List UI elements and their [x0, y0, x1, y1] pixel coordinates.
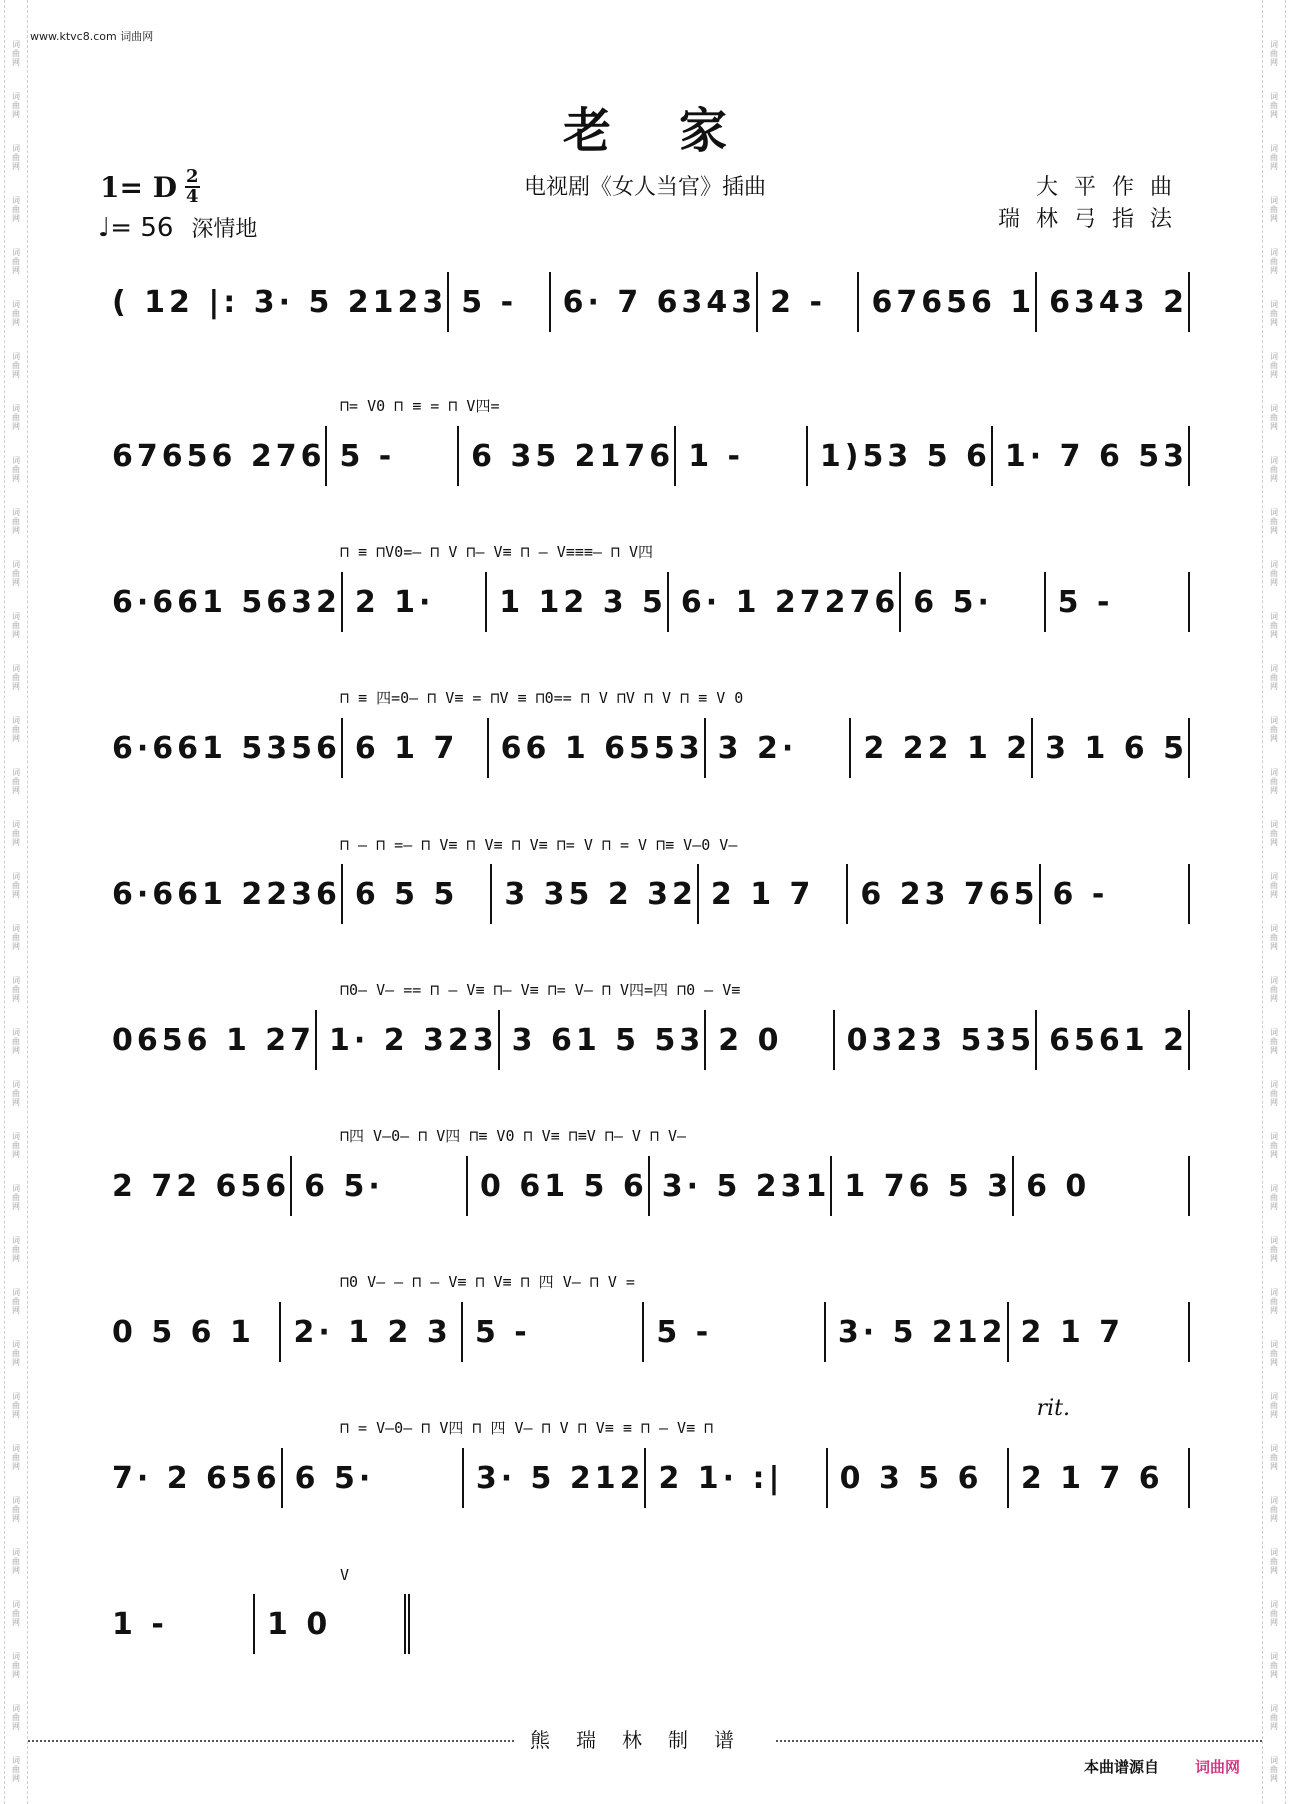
bowing-marks: ⊓ = V—0— ⊓ V四 ⊓ 四 V— ⊓ V ⊓ V≡ ≡ ⊓ — V≡ ⊓: [340, 1419, 714, 1437]
side-watermark: 词 曲 网: [12, 1548, 20, 1575]
side-watermark: 词 曲 网: [1270, 1132, 1278, 1159]
side-watermark: 词 曲 网: [12, 768, 20, 795]
key-label: 1= D: [100, 170, 177, 204]
source-note: [1084, 1756, 1240, 1777]
arranger-credit: [0, 1724, 1290, 1753]
side-watermark: 词 曲 网: [1270, 716, 1278, 743]
side-watermark: 词 曲 网: [12, 1704, 20, 1731]
side-watermark: 词 曲 网: [12, 404, 20, 431]
side-watermark: 词 曲 网: [1270, 1184, 1278, 1211]
score-row: [100, 672, 1190, 818]
staff-line: [100, 272, 1190, 332]
measure: 1· 2 323: [317, 1010, 500, 1070]
tempo-value: ♩= 56: [98, 212, 174, 243]
side-watermark: 词 曲 网: [12, 612, 20, 639]
measure: 2 0: [706, 1010, 834, 1070]
composer-credit: 大平作曲: [1035, 175, 1188, 200]
side-watermark: 词 曲 网: [1270, 1340, 1278, 1367]
score-row: [100, 1548, 1190, 1694]
measure: 0323 535: [835, 1010, 1038, 1070]
measure: ( 12 |: 3· 5 2123: [100, 272, 449, 332]
measure: 7· 2 656: [100, 1448, 283, 1508]
measure: 0 5 6 1: [100, 1302, 281, 1362]
side-watermark: 词 曲 网: [12, 1444, 20, 1471]
measure: 2· 1 2 3: [281, 1302, 462, 1362]
side-watermark: 词 曲 网: [12, 1288, 20, 1315]
measure: 6 5·: [901, 572, 1045, 632]
bowing-marks: ⊓= V0 ⊓ ≡ = ⊓ V四=: [340, 397, 500, 415]
right-watermark-strip: [1262, 0, 1286, 1804]
measure: 3 1 6 5: [1033, 718, 1190, 778]
staff-line: [100, 1594, 1190, 1654]
measure: 2 1·: [343, 572, 487, 632]
measure: 67656 1: [859, 272, 1037, 332]
side-watermark: 词 曲 网: [12, 144, 20, 171]
side-watermark: 词 曲 网: [12, 1496, 20, 1523]
measure: 3 35 2 32: [492, 864, 699, 924]
measure: 6·661 5632: [100, 572, 343, 632]
side-watermark: 词 曲 网: [12, 1132, 20, 1159]
side-watermark: 词 曲 网: [12, 196, 20, 223]
side-watermark: 词 曲 网: [12, 1652, 20, 1679]
measure: 6343 2: [1037, 272, 1190, 332]
side-watermark: 词 曲 网: [1270, 1756, 1278, 1783]
measure: 6·661 2236: [100, 864, 343, 924]
bowing-marks: ⊓ ≡ 四=0— ⊓ V≡ = ⊓V ≡ ⊓0== ⊓ V ⊓V ⊓ V ⊓ ≡ V 0: [340, 689, 744, 707]
measure: 66 1 6553: [489, 718, 706, 778]
measure: 2 -: [758, 272, 859, 332]
measure: 1 -: [100, 1594, 255, 1654]
side-watermark: 词 曲 网: [1270, 1704, 1278, 1731]
measure: 6 23 765: [848, 864, 1040, 924]
staff-line: [100, 1010, 1190, 1070]
side-watermark: 词 曲 网: [1270, 144, 1278, 171]
staff-line: [100, 718, 1190, 778]
side-watermark: 词 曲 网: [12, 248, 20, 275]
measure: 1 12 3 5: [487, 572, 669, 632]
side-watermark: 词 曲 网: [1270, 820, 1278, 847]
measure: 5 -: [449, 272, 550, 332]
side-watermark: 词 曲 网: [1270, 1444, 1278, 1471]
side-watermark: 词 曲 网: [12, 820, 20, 847]
side-watermark: 词 曲 网: [1270, 560, 1278, 587]
measure: 3· 5 212: [826, 1302, 1009, 1362]
side-watermark: 词 曲 网: [12, 560, 20, 587]
measure: 2 1 7: [1009, 1302, 1190, 1362]
measure: 6·661 5356: [100, 718, 343, 778]
side-watermark: 词 曲 网: [1270, 1392, 1278, 1419]
side-watermark: 词 曲 网: [12, 1028, 20, 1055]
left-watermark-strip: [4, 0, 28, 1804]
measure: 1 0: [255, 1594, 410, 1654]
side-watermark: 词 曲 网: [12, 976, 20, 1003]
measure: 2 1 7 6: [1009, 1448, 1190, 1508]
measure: 5 -: [644, 1302, 825, 1362]
side-watermark: 词 曲 网: [1270, 508, 1278, 535]
source-label: 本曲谱源自: [1083, 1758, 1159, 1776]
measure: 5 -: [1046, 572, 1190, 632]
measure: 6 0: [1014, 1156, 1190, 1216]
side-watermark: 词 曲 网: [1270, 300, 1278, 327]
bowing-marks: ⊓0 V— — ⊓ — V≡ ⊓ V≡ ⊓ 四 V— ⊓ V =: [340, 1273, 635, 1291]
score-row: [100, 1110, 1190, 1256]
score-row: [100, 526, 1190, 672]
song-title: 老家: [562, 103, 795, 159]
side-watermark: 词 曲 网: [12, 40, 20, 67]
side-watermark: 词 曲 网: [1270, 248, 1278, 275]
measure: 3 61 5 53: [500, 1010, 707, 1070]
measure: 6 5·: [283, 1448, 464, 1508]
score-row: [100, 818, 1190, 964]
measure: 0656 1 27: [100, 1010, 317, 1070]
measure: 6 35 2176: [459, 426, 676, 486]
side-watermark: 词 曲 网: [1270, 456, 1278, 483]
tempo-marking: [98, 212, 257, 243]
measure: 1 -: [676, 426, 808, 486]
measure: 2 1 7: [699, 864, 848, 924]
bowing-marks: ⊓四 V—0— ⊓ V四 ⊓≡ V0 ⊓ V≡ ⊓≡V ⊓— V ⊓ V—: [340, 1127, 687, 1145]
side-watermark: 词 曲 网: [1270, 1496, 1278, 1523]
side-watermark: 词 曲 网: [12, 1340, 20, 1367]
ritardando-marking: rit.: [1036, 1396, 1070, 1421]
side-watermark: 词 曲 网: [1270, 92, 1278, 119]
bowing-marks: V: [340, 1566, 350, 1584]
bowing-marks: ⊓ ≡ ⊓V0=— ⊓ V ⊓— V≡ ⊓ — V≡≡≡— ⊓ V四: [340, 543, 654, 561]
time-bottom: 4: [185, 186, 199, 207]
side-watermark: 词 曲 网: [12, 924, 20, 951]
measure: 1 76 5 3: [832, 1156, 1014, 1216]
side-watermark: 词 曲 网: [12, 716, 20, 743]
side-watermark: 词 曲 网: [1270, 1080, 1278, 1107]
side-watermark: 词 曲 网: [12, 352, 20, 379]
side-watermark: 词 曲 网: [12, 508, 20, 535]
measure: 3 2·: [706, 718, 852, 778]
arranger-text: 熊瑞林制谱: [514, 1728, 776, 1752]
measure: 6 5·: [292, 1156, 468, 1216]
measure: 0 3 5 6: [828, 1448, 1009, 1508]
side-watermark: 词 曲 网: [12, 872, 20, 899]
side-watermark: 词 曲 网: [1270, 1652, 1278, 1679]
side-watermark: 词 曲 网: [1270, 1028, 1278, 1055]
side-watermark: 词 曲 网: [12, 1236, 20, 1263]
side-watermark: 词 曲 网: [1270, 612, 1278, 639]
side-watermark: 词 曲 网: [1270, 1288, 1278, 1315]
score-row: [100, 1396, 1190, 1548]
staff-line: [100, 426, 1190, 486]
side-watermark: 词 曲 网: [12, 300, 20, 327]
side-watermark: 词 曲 网: [12, 1392, 20, 1419]
side-watermark: 词 曲 网: [12, 1600, 20, 1627]
score-row: [100, 380, 1190, 526]
side-watermark: 词 曲 网: [1270, 352, 1278, 379]
measure: 6 5 5: [343, 864, 492, 924]
score-body: [100, 260, 1190, 1694]
measure: 5 -: [463, 1302, 644, 1362]
side-watermark: 词 曲 网: [1270, 664, 1278, 691]
site-url: www.ktvc8.com 词曲网: [30, 30, 154, 43]
side-watermark: 词 曲 网: [12, 456, 20, 483]
measure: 6· 7 6343: [551, 272, 759, 332]
staff-line: [100, 1448, 1190, 1508]
measure: 6· 1 27276: [669, 572, 901, 632]
song-subtitle: 电视剧《女人当官》插曲: [523, 175, 766, 200]
staff-line: [100, 1156, 1190, 1216]
measure: 2 72 656: [100, 1156, 292, 1216]
side-watermark: 词 曲 网: [12, 1080, 20, 1107]
side-watermark: 词 曲 网: [1270, 976, 1278, 1003]
source-brand[interactable]: 词曲网: [1194, 1758, 1240, 1776]
side-watermark: 词 曲 网: [1270, 196, 1278, 223]
measure: 2 1· :|: [646, 1448, 827, 1508]
staff-line: [100, 572, 1190, 632]
measure: 6561 2: [1037, 1010, 1190, 1070]
side-watermark: 词 曲 网: [1270, 40, 1278, 67]
side-watermark: 词 曲 网: [1270, 1236, 1278, 1263]
side-watermark: 词 曲 网: [1270, 872, 1278, 899]
side-watermark: 词 曲 网: [1270, 924, 1278, 951]
time-top: 2: [185, 166, 199, 187]
measure: 2 22 1 2: [851, 718, 1033, 778]
measure: 6 -: [1041, 864, 1190, 924]
measure: 3· 5 212: [464, 1448, 647, 1508]
score-row: [100, 260, 1190, 380]
side-watermark: 词 曲 网: [12, 1756, 20, 1783]
measure: 3· 5 231: [650, 1156, 833, 1216]
side-watermark: 词 曲 网: [12, 1184, 20, 1211]
expression-marking: 深情地: [191, 217, 258, 242]
bowing-credit: 瑞林弓指法: [997, 207, 1188, 232]
measure: 0 61 5 6: [468, 1156, 650, 1216]
side-watermark: 词 曲 网: [1270, 768, 1278, 795]
staff-line: [100, 1302, 1190, 1362]
score-row: [100, 964, 1190, 1110]
measure: 1)53 5 6: [808, 426, 993, 486]
side-watermark: 词 曲 网: [1270, 1548, 1278, 1575]
side-watermark: 词 曲 网: [1270, 404, 1278, 431]
measure: 5 -: [327, 426, 459, 486]
bowing-marks: ⊓0— V— == ⊓ — V≡ ⊓— V≡ ⊓= V— ⊓ V四=四 ⊓0 — V≡: [340, 981, 741, 999]
measure: 1· 7 6 53: [993, 426, 1190, 486]
side-watermark: 词 曲 网: [12, 664, 20, 691]
score-row: [100, 1256, 1190, 1402]
side-watermark: 词 曲 网: [12, 92, 20, 119]
side-watermark: 词 曲 网: [1270, 1600, 1278, 1627]
staff-line: [100, 864, 1190, 924]
bowing-marks: ⊓ — ⊓ =— ⊓ V≡ ⊓ V≡ ⊓ V≡ ⊓= V ⊓ = V ⊓≡ V—0 V—: [340, 836, 738, 854]
measure: 6 1 7: [343, 718, 489, 778]
measure: 67656 276: [100, 426, 327, 486]
